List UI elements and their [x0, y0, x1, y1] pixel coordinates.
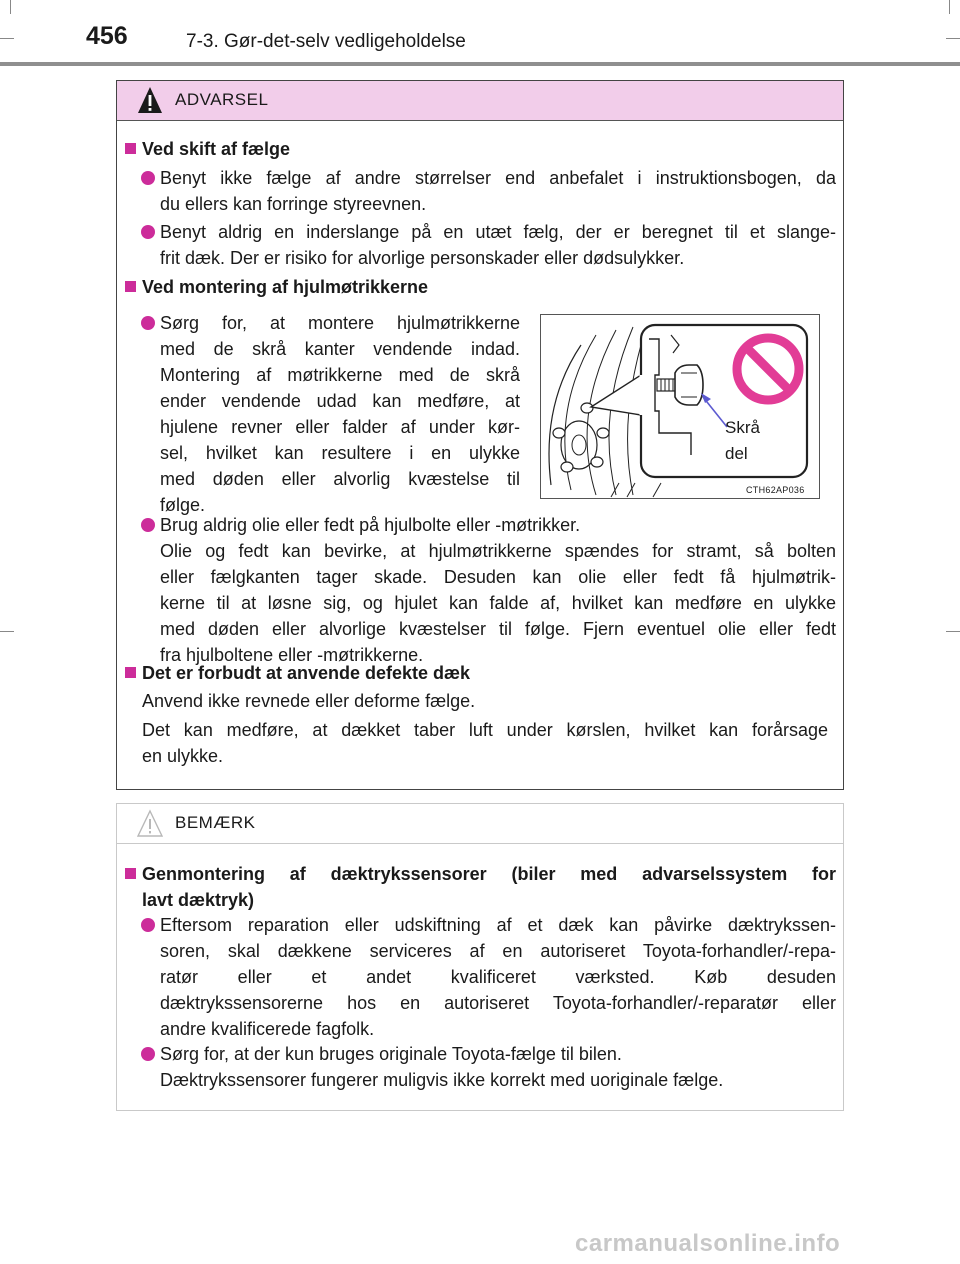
warning-heading-2: Ved montering af hjulmøtrikkerne — [142, 277, 429, 297]
warning-heading-1: Ved skift af fælge — [142, 139, 291, 159]
section-title: 7-3. Gør-det-selv vedligeholdelse — [186, 31, 466, 52]
crop-mark — [0, 38, 14, 39]
bullet — [141, 171, 155, 185]
crop-mark — [949, 0, 950, 14]
note-heading: Genmontering af dæktrykssensorer (biler med advarselssystem for lavt dæktryk) — [142, 864, 836, 910]
bullet — [141, 918, 155, 932]
header-rule — [0, 62, 960, 66]
watermark: carmanualsonline.info — [575, 1230, 841, 1257]
page-number: 456 — [86, 22, 128, 50]
note-bullet-2: Sørg for, at der kun bruges originale Toyota-fælge til bilen. Dæktrykssensorer fungerer muligvis ikke korrekt med uoriginale fælge. — [160, 1044, 724, 1090]
warning-title: ADVARSEL — [175, 90, 269, 109]
crop-mark — [10, 0, 11, 14]
section-marker — [125, 143, 136, 154]
warning-heading-3: Det er forbudt at anvende defekte dæk — [142, 663, 471, 683]
crop-mark — [0, 631, 14, 632]
wheel-nut-illustration — [540, 314, 820, 499]
section-marker — [125, 667, 136, 678]
bullet — [141, 1047, 155, 1061]
figure-code: CTH62AP036 — [746, 485, 805, 495]
warning-bullet-2: Benyt aldrig en inderslange på en utæt fælg, der er beregnet til et slange- frit dæk. Der er risiko for alvorlige personskader eller dødsulykker. — [160, 222, 836, 268]
crop-mark — [946, 38, 960, 39]
crop-mark — [946, 631, 960, 632]
figure-label-line2: del — [725, 444, 748, 463]
note-title: BEMÆRK — [175, 813, 256, 832]
warning-bullet-3: Sørg for, at montere hjulmøtrikkerne med de skrå kanter vendende indad. Montering af møtrikkerne med de skrå ender vendende udad kan medføre, at hjulene revner eller falder af under kør- sel, hvilket kan resultere i en ulykke med døden eller alvorlig kvæstelse til følge. — [160, 313, 520, 515]
caution-icon — [137, 809, 163, 837]
warning-icon — [137, 86, 163, 114]
wheel-illustration — [541, 315, 819, 498]
warning-bullet-4: Brug aldrig olie eller fedt på hjulbolte eller -møtrikker. Olie og fedt kan bevirke, at hjulmøtrikkerne spændes for stramt, så bolten eller fælgkanten tager skade. Desuden kan olie eller fedt få hjulmøtrik- kerne til at løsne sig, og hjulet kan falde af, hvilket kan medføre en ulykke med døden eller alvorlige kvæstelser til følge. Fjern eventuel olie eller fedt fra hjulboltene eller -møtrikkerne. — [160, 515, 836, 665]
figure-label-line1: Skrå — [725, 418, 760, 437]
bullet — [141, 518, 155, 532]
warning-paragraph-1: Anvend ikke revnede eller deforme fælge. — [142, 691, 476, 711]
warning-bullet-1: Benyt ikke fælge af andre størrelser end anbefalet i instruktionsbogen, da du ellers kan forringe styreevnen. — [160, 168, 836, 214]
bullet — [141, 225, 155, 239]
section-marker — [125, 281, 136, 292]
section-marker — [125, 868, 136, 879]
bullet — [141, 316, 155, 330]
note-header — [117, 804, 843, 844]
warning-paragraph-2: Det kan medføre, at dækket taber luft under kørslen, hvilket kan forårsage en ulykke. — [142, 720, 828, 766]
note-bullet-1: Eftersom reparation eller udskiftning af et dæk kan påvirke dæktrykssen- soren, skal dækkene serviceres af en autoriseret Toyota-forhandler/-repa- ratør eller et andet kvalificeret værksted. Køb desuden dæktrykssensorerne hos en autoriseret Toyota-forhandler/-reparatør eller andre kvalificerede fagfolk. — [160, 915, 836, 1039]
warning-header — [117, 81, 843, 121]
